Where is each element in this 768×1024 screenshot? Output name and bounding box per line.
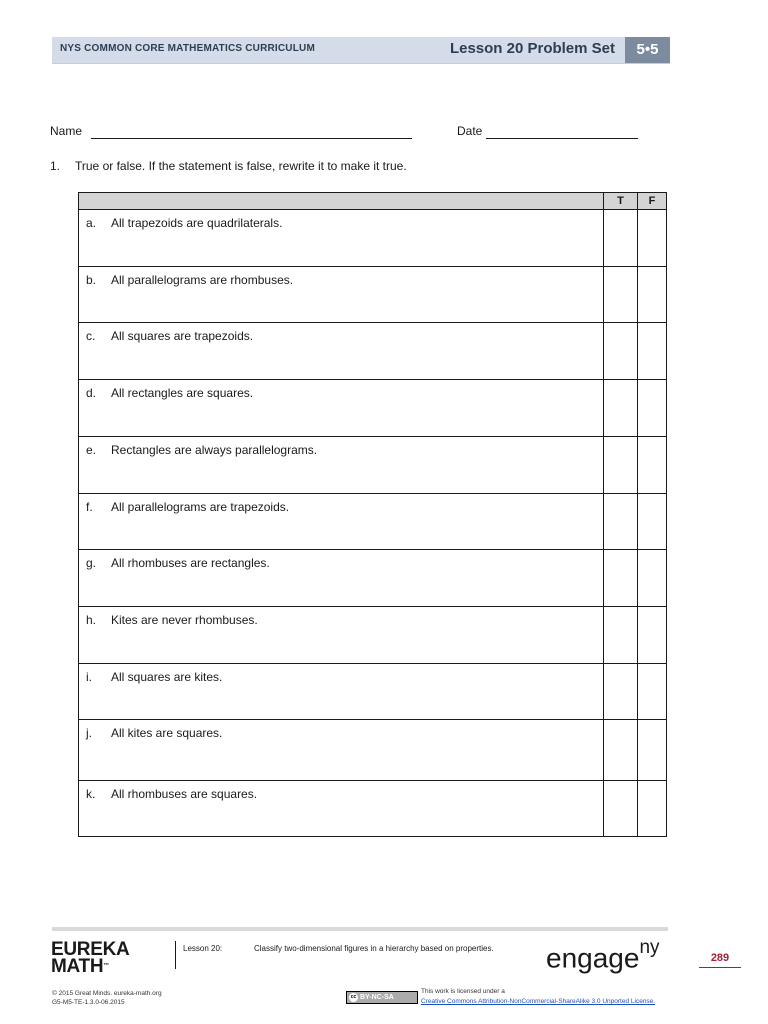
- true-checkbox-cell[interactable]: [604, 781, 638, 837]
- logo-line1: EUREKA: [51, 939, 130, 960]
- table-row: [79, 323, 667, 380]
- logo-line2: MATH™: [51, 956, 109, 977]
- false-checkbox-cell[interactable]: [638, 437, 667, 494]
- row-letter: b.: [86, 273, 97, 287]
- row-letter: h.: [86, 613, 97, 627]
- true-checkbox-cell[interactable]: [604, 380, 638, 437]
- false-checkbox-cell[interactable]: [638, 210, 667, 267]
- false-header: F: [638, 193, 667, 210]
- row-letter: f.: [86, 500, 93, 514]
- curriculum-title: NYS COMMON CORE MATHEMATICS CURRICULUM: [60, 43, 315, 54]
- footer-vertical-divider: [175, 941, 176, 969]
- engageny-logo: engage$^{ny}$: [546, 937, 660, 974]
- license-text: This work is licensed under a: [421, 988, 505, 995]
- true-header: T: [604, 193, 638, 210]
- statement-cell: [79, 380, 604, 437]
- table-row: [79, 210, 667, 267]
- statement-cell: [79, 720, 604, 781]
- table-row: [79, 781, 667, 837]
- statement-cell: [79, 494, 604, 550]
- true-checkbox-cell[interactable]: [604, 664, 638, 720]
- false-checkbox-cell[interactable]: [638, 494, 667, 550]
- page-number-underline: [699, 967, 741, 968]
- false-checkbox-cell[interactable]: [638, 267, 667, 323]
- header-divider: [52, 63, 670, 64]
- row-letter: a.: [86, 216, 97, 230]
- false-checkbox-cell[interactable]: [638, 550, 667, 607]
- date-field[interactable]: [486, 138, 638, 139]
- row-statement: Kites are never rhombuses.: [111, 613, 258, 627]
- row-letter: e.: [86, 443, 97, 457]
- statement-cell: [79, 323, 604, 380]
- false-checkbox-cell[interactable]: [638, 607, 667, 664]
- table-row: [79, 664, 667, 720]
- row-statement: All parallelograms are trapezoids.: [111, 500, 290, 514]
- true-checkbox-cell[interactable]: [604, 437, 638, 494]
- statement-cell: [79, 781, 604, 837]
- row-letter: d.: [86, 386, 97, 400]
- table-row: [79, 550, 667, 607]
- false-checkbox-cell[interactable]: [638, 720, 667, 781]
- true-checkbox-cell[interactable]: [604, 720, 638, 781]
- grade-module-badge: 5•5: [625, 37, 670, 63]
- row-letter: i.: [86, 670, 92, 684]
- copyright-line1: © 2015 Great Minds. eureka-math.org: [52, 990, 162, 997]
- row-statement: All squares are kites.: [111, 670, 223, 684]
- table-row: [79, 494, 667, 550]
- name-field[interactable]: [91, 138, 412, 139]
- false-checkbox-cell[interactable]: [638, 664, 667, 720]
- statement-cell: [79, 437, 604, 494]
- true-checkbox-cell[interactable]: [604, 210, 638, 267]
- true-checkbox-cell[interactable]: [604, 494, 638, 550]
- cc-icon: cc: [350, 994, 357, 1000]
- row-statement: All parallelograms are rhombuses.: [111, 273, 294, 287]
- false-checkbox-cell[interactable]: [638, 781, 667, 837]
- true-false-table: [78, 192, 667, 837]
- statement-cell: [79, 664, 604, 720]
- row-letter: g.: [86, 556, 97, 570]
- statement-cell: [79, 210, 604, 267]
- copyright: [52, 989, 162, 1007]
- false-checkbox-cell[interactable]: [638, 380, 667, 437]
- name-label: Name: [50, 124, 83, 138]
- true-checkbox-cell[interactable]: [604, 607, 638, 664]
- table-row: [79, 607, 667, 664]
- table-row: [79, 720, 667, 781]
- copyright-line2: G5-M5-TE-1.3.0-06.2015: [52, 999, 125, 1006]
- table-row: [79, 267, 667, 323]
- creative-commons-badge: cc BY-NC-SA: [346, 991, 418, 1004]
- page-header: [52, 37, 670, 63]
- row-statement: All rhombuses are squares.: [111, 787, 258, 801]
- license-link[interactable]: Creative Commons Attribution-NonCommercial-ShareAlike 3.0 Unported License.: [421, 998, 656, 1005]
- statement-cell: [79, 550, 604, 607]
- row-statement: All trapezoids are quadrilaterals.: [111, 216, 283, 230]
- row-letter: k.: [86, 787, 96, 801]
- true-checkbox-cell[interactable]: [604, 550, 638, 607]
- row-letter: c.: [86, 329, 96, 343]
- footer-lesson: Lesson 20:: [183, 944, 223, 953]
- page-number: 289: [710, 952, 730, 964]
- statement-cell: [79, 607, 604, 664]
- row-letter: j.: [86, 726, 92, 740]
- row-statement: All rectangles are squares.: [111, 386, 254, 400]
- statement-cell: [79, 267, 604, 323]
- question-text: True or false. If the statement is false, rewrite it to make it true.: [75, 159, 407, 173]
- row-statement: All squares are trapezoids.: [111, 329, 254, 343]
- true-checkbox-cell[interactable]: [604, 323, 638, 380]
- table-row: [79, 380, 667, 437]
- footer-lesson-description: Classify two-dimensional figures in a hierarchy based on properties.: [254, 944, 494, 953]
- table-header-row: [79, 193, 667, 210]
- footer-divider: [52, 927, 668, 931]
- table-row: [79, 437, 667, 494]
- true-checkbox-cell[interactable]: [604, 267, 638, 323]
- lesson-title: Lesson 20 Problem Set: [449, 40, 615, 57]
- date-label: Date: [457, 124, 483, 138]
- false-checkbox-cell[interactable]: [638, 323, 667, 380]
- row-statement: Rectangles are always parallelograms.: [111, 443, 318, 457]
- row-statement: All kites are squares.: [111, 726, 223, 740]
- eureka-math-logo: [51, 941, 129, 975]
- statement-header: [79, 193, 604, 210]
- question-number: 1.: [50, 159, 61, 173]
- row-statement: All rhombuses are rectangles.: [111, 556, 270, 570]
